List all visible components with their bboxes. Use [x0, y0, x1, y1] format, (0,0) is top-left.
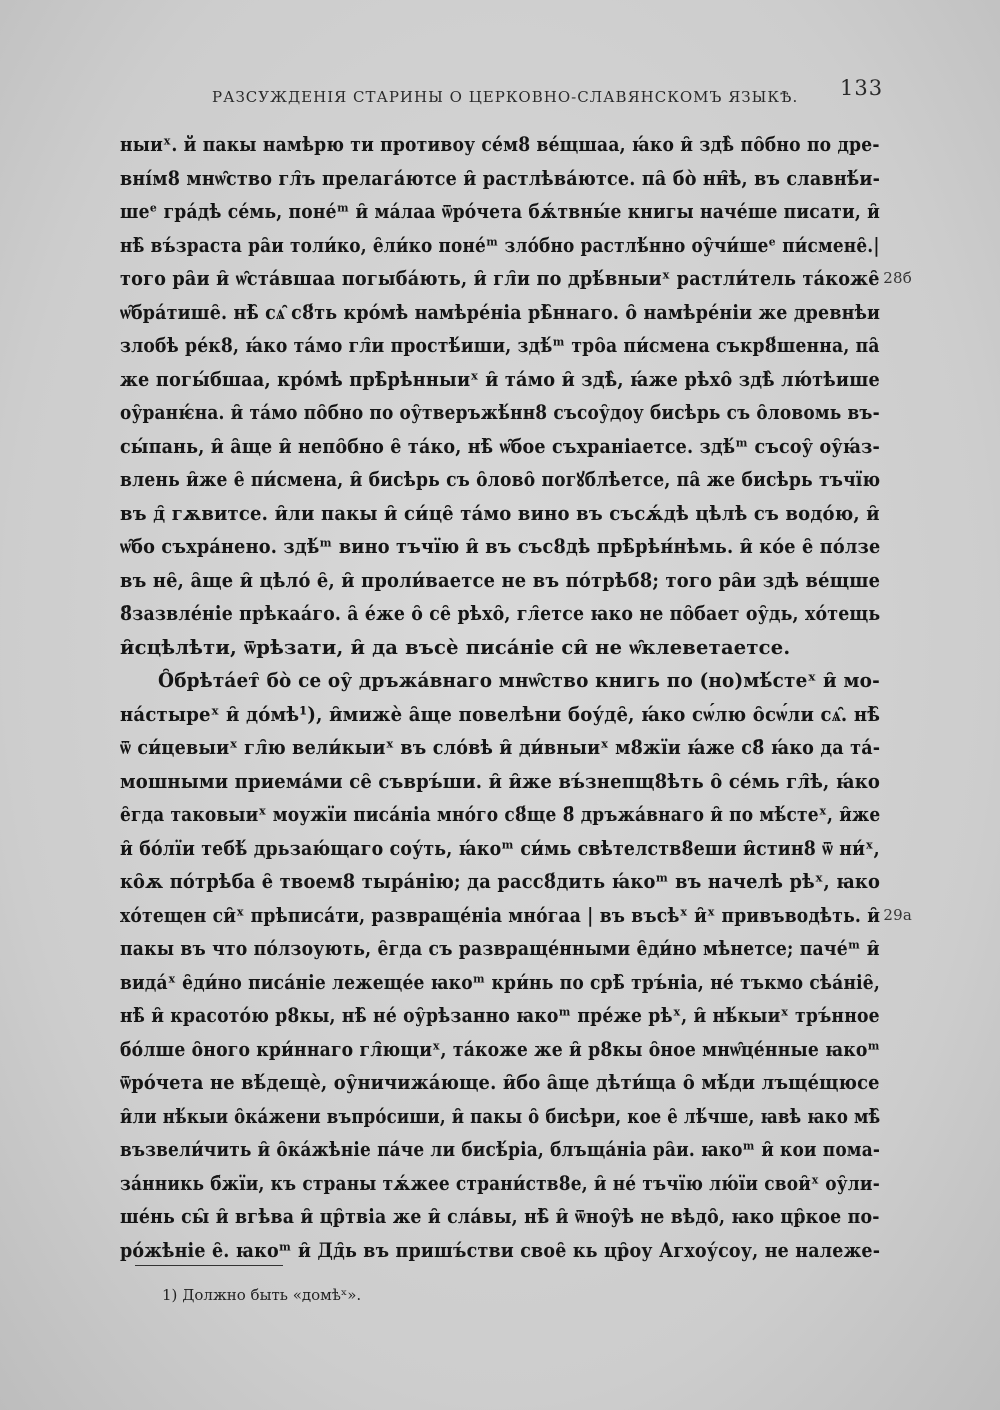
text-line-content: въ д̑ гѫвитсе. и̑ли пакы и̑ си́це̑ та́мо вино въ съсѫ́дѣ цѣлѣ съ водо́ю, и̑	[120, 501, 880, 525]
text-line	[120, 1066, 910, 1100]
text-line-content: и̑сцѣлѣти, ѿрѣзати, и̑ да въсѐ писа́ніе си̑ не ѡ̑клеветаетсе.	[120, 635, 791, 659]
text-line	[120, 195, 910, 229]
text-line	[120, 497, 910, 531]
text-line-content: влень и̑же е̑ пи́смена, и̑ бисѣрь съ о̑лово̑ погꙋблѣетсе, па̑ же бисѣрь тъчїю	[120, 468, 881, 491]
text-line	[120, 162, 910, 196]
body-text	[120, 128, 910, 1267]
text-line-content: ше́нь сы̑ и̑ вгѣва и̑ цр̑твіа же и̑ сла́вы, нѣ̑ и̑ ѿноу̑ѣ не вѣдо̑, ꙗко цр̑кое по-	[120, 1205, 880, 1228]
margin-folio-note: 28б	[883, 269, 912, 287]
text-line	[120, 463, 910, 497]
text-line	[120, 765, 910, 799]
text-line	[120, 1200, 910, 1234]
text-line-content: ѡ̑бра́тише̑. нѣ̑ сѧ̑ с8́ть кро́мѣ намѣре́ніа рѣ̑ннаго. о̑ намѣре́ніи же древнѣи	[120, 300, 881, 324]
text-line	[120, 396, 910, 430]
text-line	[120, 363, 910, 397]
page-header	[0, 76, 1000, 116]
footnote	[162, 1286, 361, 1304]
text-line-content: 8̑зазвле́ніе прѣкаа́го. а̑ е́же о̑ се̑ рѣхо̑, гл̑етсе ꙗко не по̑бает оу̑дь, хо́тещь	[120, 602, 881, 625]
text-line-content: ко̑ѫ по́трѣба е̑ твоем8 тыра́нію; да расс8́дить ꙗ́коᵐ въ начелѣ рѣˣ, ꙗко	[120, 870, 881, 893]
page-number: 133	[840, 76, 884, 100]
text-line-content: и̑ли нѣ́кыи о̑ка́жени въпро́сиши, и̑ пакы о̑ бисѣри, кое е̑ лѣ́чше, ꙗвѣ ꙗко мѣ̑	[120, 1104, 881, 1128]
text-line-content: хо́тещен си̑ˣ прѣписа́ти, развраще́ніа мно́гаа | въ въсѣˣ и̑ˣ привъводѣть. и̑	[120, 903, 881, 927]
text-line-content: злобѣ ре́к8, ꙗ́ко та́мо гл̑и простѣ́иши, здѣ́ᵐ тро̑а пи́смена съкр8́шенна, па̑	[120, 334, 880, 357]
text-line	[120, 1100, 910, 1134]
text-line	[120, 631, 910, 665]
text-line-content: шеᵉ гра́дѣ се́мь, поне́ᵐ и̑ ма́лаа ѿро́чета бѫ́твны́е книгы наче́ше писати, и̑	[120, 200, 881, 223]
text-line	[120, 1133, 910, 1167]
text-line-content: на́стыреˣ и̑ до́мѣ¹), и̑мижѐ а̑ще повелѣни боу́де̑, ꙗ́ко сѡ́лю о̑сѡ́ли сѧ̑. нѣ̑	[120, 702, 881, 726]
text-line	[120, 698, 910, 732]
text-line-content: того ра̑и и̑ ѡ̑ста́вшаа погыба́ють, и̑ гл̑и по дрѣ́вныиˣ растли́тель та́коже̑	[120, 267, 880, 290]
text-line	[120, 329, 910, 363]
text-line	[120, 798, 910, 832]
text-line-content: нѣ̑ и̑ красото́ю р8кы, нѣ̑ не́ оу̑рѣзанно ꙗкоᵐ пре́же рѣˣ, и̑ нѣ́кыиˣ тръ́нное	[120, 1004, 880, 1027]
text-line	[120, 597, 910, 631]
text-line-content: възвели́чить и̑ о̑ка́жѣніе па́че ли бисѣ́ріа, блъща́ніа ра̑и. ꙗкоᵐ и̑ кои пома-	[120, 1138, 881, 1161]
text-line-content: ѡ̑бо съхра́нено. здѣ́ᵐ вино тъчїю и̑ въ със8дѣ прѣ̑рѣн́нѣмь. и̑ ко́е е̑ по́лзе	[120, 535, 881, 558]
text-line	[120, 999, 910, 1033]
text-line-content: О̑брѣта́ет̑ бо̀ се оу̑ дръжа́внаго мнѡ̑ство книгь по (но)мѣ́стеˣ и̑ мо-	[158, 669, 880, 692]
text-line-content: бо́лше о̑ного кри́ннаго гл̑ющиˣ, та́коже же и̑ р8кы о̑ное мнѡ̑це́нные ꙗкоᵐ	[120, 1037, 881, 1061]
margin-folio-note: 29а	[883, 905, 912, 924]
text-line	[120, 564, 910, 598]
text-line	[120, 1033, 910, 1067]
text-line-content: е̑гда таковыиˣ моужїи писа́ніа мно́го с8́ще 8̑ дръжа́внаго и̑ по мѣ́стеˣ, и̑же	[120, 803, 881, 826]
text-line	[120, 128, 910, 162]
text-line	[120, 229, 910, 263]
text-line-content: ныиˣ. й пакы намѣрю ти противоу се́м8 ве́щшаа, ꙗ́ко и̑ здѣ̀ по̑бно по дре-	[120, 133, 880, 156]
text-line-content: пакы въ что по́лзоують, е̑гда съ развраще́нными е̑ди́но мѣнетсе; паче́ᵐ и̑	[120, 937, 880, 960]
text-line	[120, 865, 910, 899]
text-line	[120, 262, 910, 296]
text-line-content: же погы́бшаа, кро́мѣ прѣ̑рѣнныиˣ и̑ та́мо и̑ здѣ̀, ꙗ́же рѣхо̑ здѣ̀ лю́тѣише	[120, 367, 880, 391]
text-line-content: ѿро́чета не вѣ́дещѐ, оу̑ничижа́юще. и̑бо а̑ще дѣти́ща о̑ мѣ́ди лъще́щюсе	[120, 1071, 880, 1094]
footnote-marker: 1)	[162, 1286, 178, 1304]
footnote-text: Должно быть «домѣˣ».	[182, 1286, 362, 1304]
text-line	[120, 296, 910, 330]
text-line-content: ро́жѣніе е̑. ꙗкоᵐ и̑ Дд̑ь въ пришъ́стви свое̑ кь цр̑оу Агхоу́соу, не належе-	[120, 1238, 881, 1262]
text-line	[120, 832, 910, 866]
text-line	[120, 899, 910, 933]
text-line	[120, 664, 910, 698]
text-line-content: вні́м8 мнѡ̑ство гл̑ъ прелага́ютсе и̑ растлѣва́ютсе. па̑ бо̀ нн̑ѣ, въ славнѣ́и-	[120, 166, 881, 190]
text-line-content: и̑ бо́лїи тебѣ́ дрьзаю́щаго соу́ть, ꙗ́коᵐ си́мь свѣтелств8еши и̑стин8 ѿ ни́ˣ,	[120, 836, 880, 860]
text-line-content: сы́пань, и̑ а̑ще и̑ непо̑бно е̑ та́ко, нѣ̑ ѡ̑бое съхраніаетсе. здѣ́ᵐ съсоу̑ оу̑ꙗ́з-	[120, 434, 880, 458]
text-line	[120, 1234, 910, 1268]
running-head: РАЗСУЖДЕНІЯ СТАРИНЫ О ЦЕРКОВНО-СЛАВЯНСКОМЪ ЯЗЫКѢ.	[212, 88, 799, 106]
text-line-content: вида́ˣ е̑ди́но писа́ніе лежеще́е ꙗкоᵐ кри́нь по срѣ̑ тръ́ніа, не́ тъкмо сѣа́ніе̑,	[120, 970, 881, 994]
text-line	[120, 966, 910, 1000]
text-line-content: нѣ̑ въ́зраста ра̑и толи́ко, е̑ли́ко поне́ᵐ зло́бно растлѣ́нно оу̑чи́шеᵉ пи́смене̑.|	[120, 233, 880, 257]
text-line-content: оу̑ранѥ́на. и̑ та́мо по̑бно по оу̑тверъжѣ́нн8 съсоу̑доу бисѣрь съ о̑ловомь въ-	[120, 401, 880, 424]
text-line-content: въ не̑, а̑ще и̑ цѣло́ е̑, и̑ проли́ваетсе не въ по́трѣб8; того ра̑и здѣ ве́щше	[120, 568, 881, 592]
text-line	[120, 1167, 910, 1201]
text-line-content: ѿ си́цевыиˣ гл̑ю вели́кыиˣ въ сло́вѣ и̑ ди́вныиˣ м8жїи ꙗ́же с8̑ ꙗ́ко да та́-	[120, 736, 881, 759]
footnote-divider	[135, 1265, 283, 1266]
text-line-content: мошными приема́ми се̑ съвръ́ши. и̑ и̑же въ́знепщ8ѣть о̑ се́мь гл̑ѣ, ꙗ́ко	[120, 769, 881, 793]
text-line	[120, 932, 910, 966]
text-line	[120, 530, 910, 564]
text-line-content: за́нникь б̑жїи, къ страны тѫ́жее страни́ств8е, и̑ не́ тъчїю лю́їи свои̑ˣ оу̑ли-	[120, 1171, 880, 1195]
text-line	[120, 731, 910, 765]
text-line	[120, 430, 910, 464]
